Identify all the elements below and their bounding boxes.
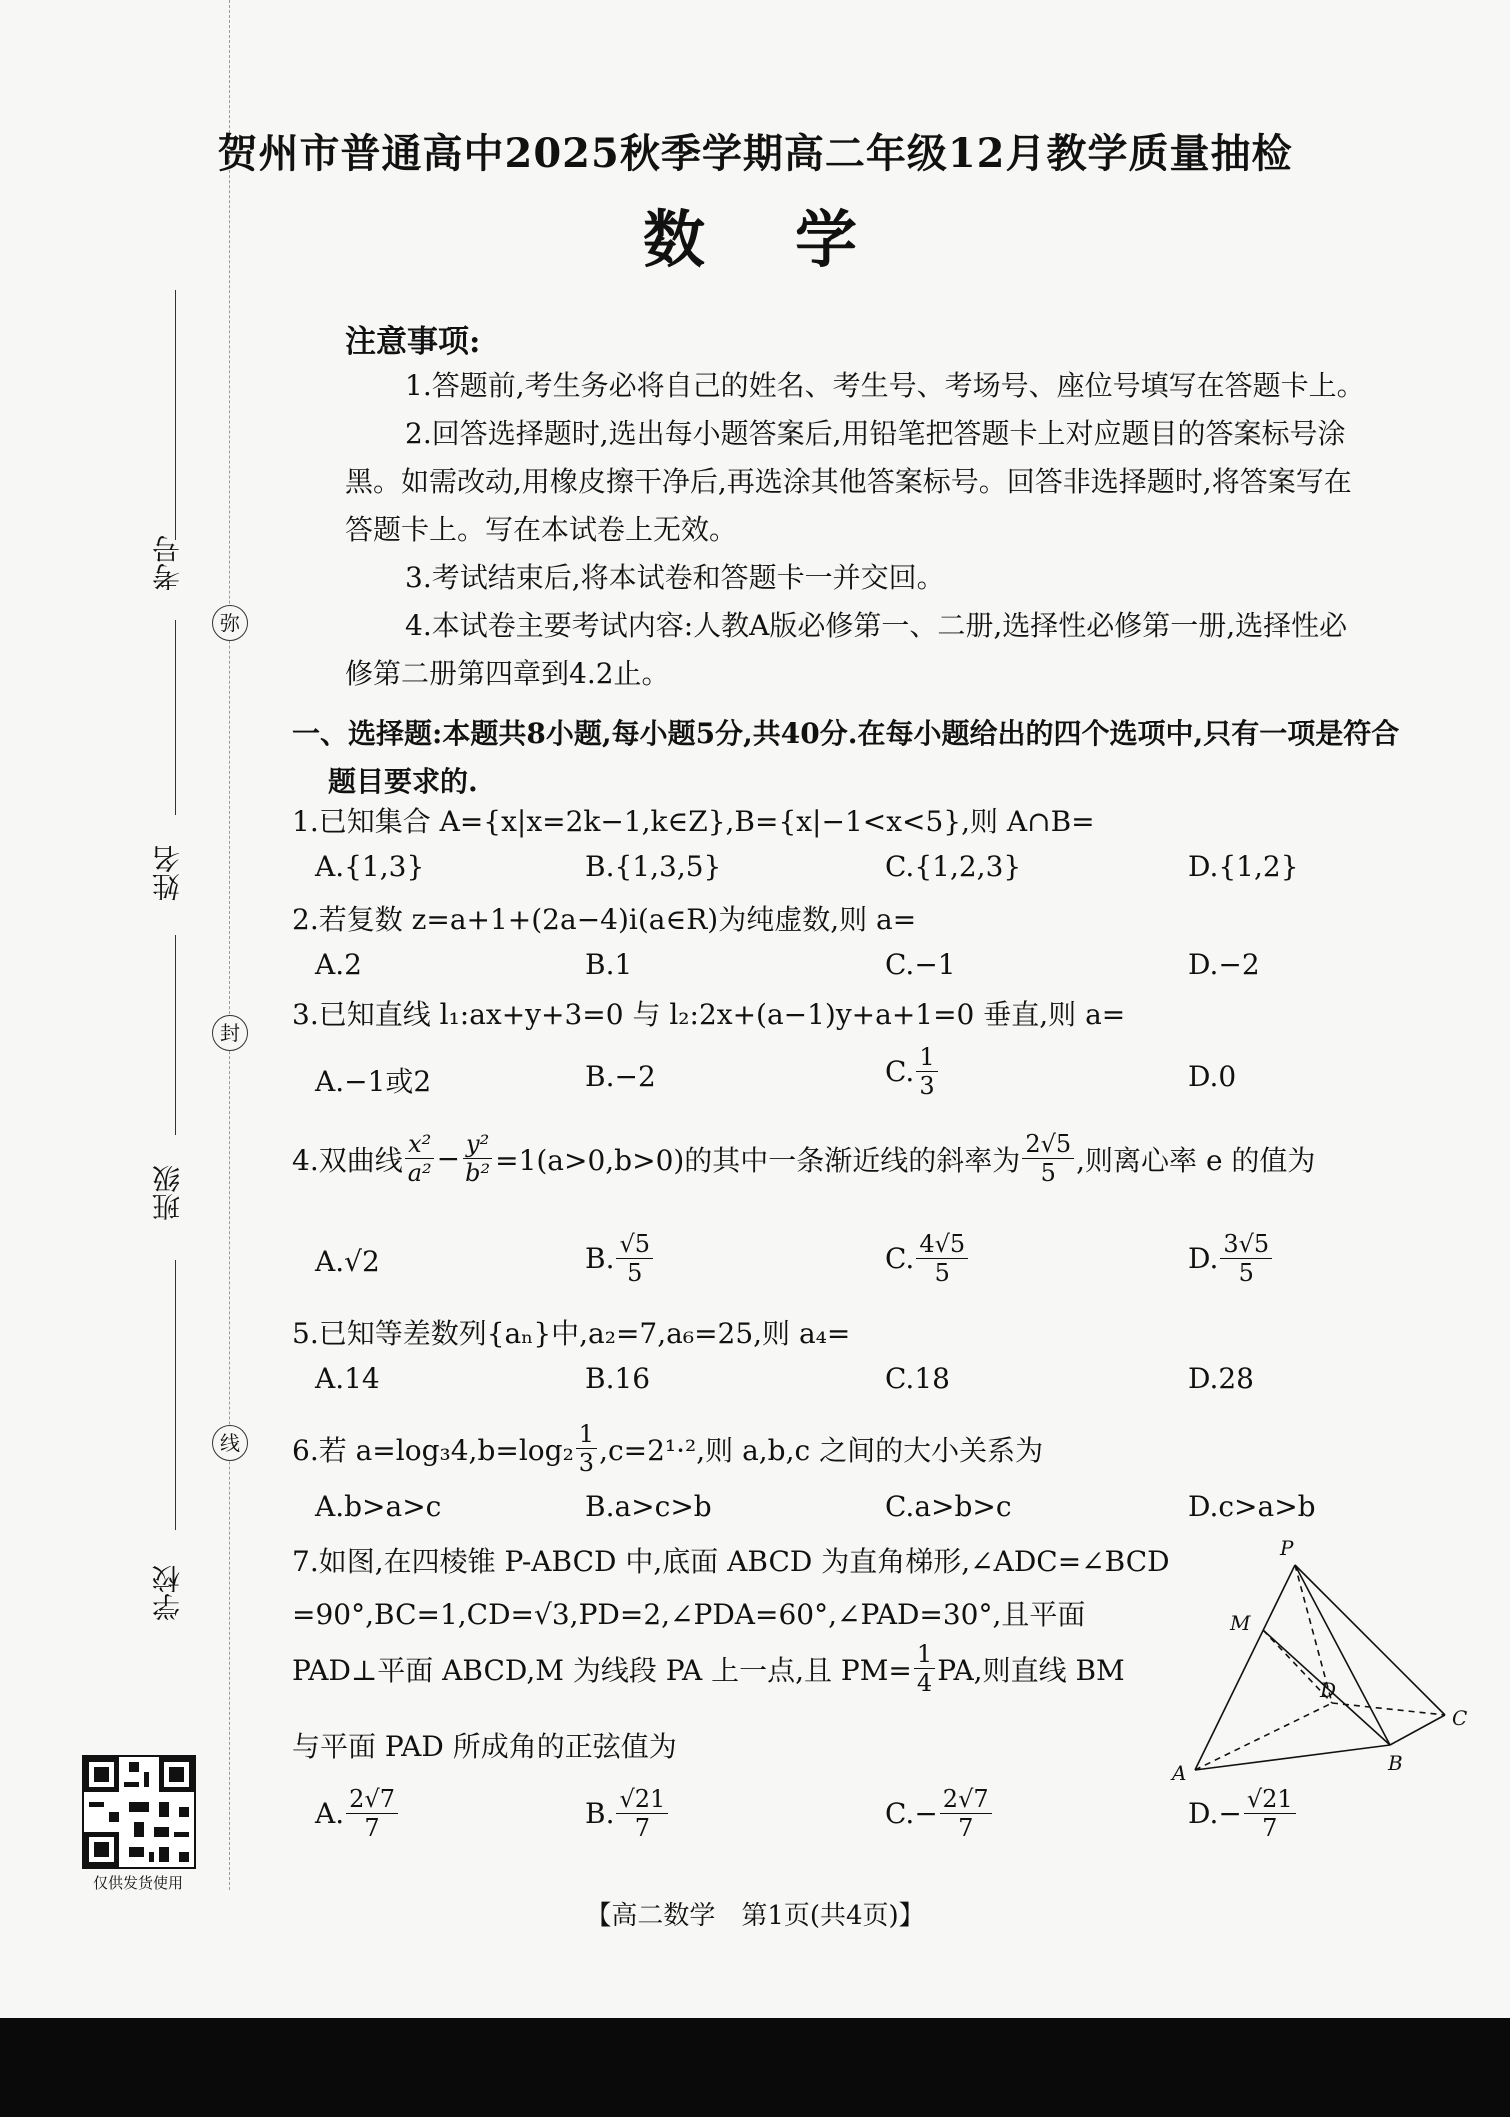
q4-y-num: y² <box>463 1130 492 1159</box>
q4-k-num: 2√5 <box>1022 1130 1074 1159</box>
edge-DC <box>1332 1703 1445 1715</box>
class-line <box>175 935 176 1135</box>
q4-option-c <box>885 1230 970 1287</box>
name-line <box>175 620 176 815</box>
question-4-stem <box>292 1130 1315 1187</box>
q6-option-c: C.a>b>c <box>885 1490 1012 1523</box>
q3-option-c-label: C. <box>885 1055 915 1088</box>
q7-line3a: PAD⊥平面 ABCD,M 为线段 PA 上一点,且 PM= <box>292 1653 912 1687</box>
edge-AB <box>1195 1745 1390 1770</box>
q3-c-den: 3 <box>919 1072 935 1100</box>
label-M: M <box>1230 1611 1251 1635</box>
q7-option-d-label: D.− <box>1188 1797 1242 1830</box>
section-1-heading-line1: 一、选择题:本题共8小题,每小题5分,共40分.在每小题给出的四个选项中,只有一项是符合 <box>292 717 1400 750</box>
q4-option-c-frac <box>916 1230 968 1287</box>
q7-option-a-label: A. <box>315 1797 345 1830</box>
q4-frac-y <box>462 1130 493 1187</box>
edge-PA <box>1195 1565 1295 1770</box>
q7-d-num: √21 <box>1244 1785 1296 1814</box>
q4-x-den: a² <box>407 1159 432 1187</box>
section-1-heading <box>292 710 1492 806</box>
q7-frac-num: 1 <box>914 1640 935 1669</box>
q3-option-c <box>885 1043 940 1100</box>
q4-option-b-label: B. <box>585 1242 615 1275</box>
question-7-line2: =90°,BC=1,CD=√3,PD=2,∠PDA=60°,∠PAD=30°,且平面 <box>292 1598 1086 1631</box>
pyramid-figure <box>1160 1535 1480 1785</box>
label-exam-number: 考号 <box>151 535 184 591</box>
q7-option-b-label: B. <box>585 1797 615 1830</box>
qr-code <box>82 1755 196 1869</box>
q6-frac <box>576 1420 597 1477</box>
q7-option-d <box>1188 1785 1298 1842</box>
notice-item-4-cont: 修第二册第四章到4.2止。 <box>345 657 670 690</box>
exam-title: 贺州市普通高中2025秋季学期高二年级12月教学质量抽检 <box>217 130 1293 177</box>
q7-option-b <box>585 1785 670 1842</box>
q3-option-d: D.0 <box>1188 1060 1237 1093</box>
q4-stem-c: ,则离心率 e 的值为 <box>1076 1143 1316 1177</box>
question-7-line1: 7.如图,在四棱锥 P-ABCD 中,底面 ABCD 为直角梯形,∠ADC=∠BCD <box>292 1545 1170 1578</box>
q7-option-c-frac <box>940 1785 992 1842</box>
q1-option-a: A.{1,3} <box>315 850 425 883</box>
scan-bottom-bar <box>0 2018 1510 2117</box>
label-A: A <box>1172 1761 1187 1785</box>
q4-x-num: x² <box>405 1130 434 1159</box>
question-6-stem <box>292 1420 1043 1477</box>
q7-option-c-label: C.− <box>885 1797 938 1830</box>
q4-b-den: 5 <box>627 1259 643 1287</box>
q5-option-a: A.14 <box>315 1362 380 1395</box>
school-line <box>175 1260 176 1530</box>
seal-mi: 弥 <box>212 605 248 641</box>
q7-d-den: 7 <box>1262 1814 1278 1842</box>
q7-a-den: 7 <box>364 1814 380 1842</box>
question-2-stem: 2.若复数 z=a+1+(2a−4)i(a∈R)为纯虚数,则 a= <box>292 903 917 936</box>
q2-option-b: B.1 <box>585 948 633 981</box>
subject-title: 数学 <box>642 203 947 276</box>
q7-b-num: √21 <box>616 1785 668 1814</box>
q7-a-num: 2√7 <box>346 1785 398 1814</box>
question-1-stem: 1.已知集合 A={x|x=2k−1,k∈Z},B={x|−1<x<5},则 A∩B= <box>292 805 1095 838</box>
q7-frac <box>914 1640 935 1697</box>
label-name: 姓名 <box>151 845 184 901</box>
q7-b-den: 7 <box>634 1814 651 1842</box>
q4-stem-a: 4.双曲线 <box>292 1143 403 1177</box>
q2-option-c: C.−1 <box>885 948 956 981</box>
q7-frac-den: 4 <box>916 1669 933 1697</box>
q3-option-b: B.−2 <box>585 1060 656 1093</box>
q4-option-d-label: D. <box>1188 1242 1219 1275</box>
q4-option-c-label: C. <box>885 1242 915 1275</box>
q6-option-b: B.a>c>b <box>585 1490 712 1523</box>
q3-option-c-fraction <box>916 1043 937 1100</box>
notice-item-4: 4.本试卷主要考试内容:人教A版必修第一、二册,选择性必修第一册,选择性必 <box>405 609 1348 642</box>
q6-option-d: D.c>a>b <box>1188 1490 1316 1523</box>
q4-option-b-frac <box>616 1230 653 1287</box>
question-3-stem: 3.已知直线 l₁:ax+y+3=0 与 l₂:2x+(a−1)y+a+1=0 垂直,则 a= <box>292 998 1126 1031</box>
notice-heading: 注意事项: <box>345 324 481 360</box>
q4-frac-slope <box>1022 1130 1074 1187</box>
label-D: D <box>1320 1678 1337 1702</box>
q4-c-den: 5 <box>934 1259 950 1287</box>
q5-option-b: B.16 <box>585 1362 651 1395</box>
q3-c-num: 1 <box>916 1043 937 1072</box>
q6-stem-a: 6.若 a=log₃4,b=log₂ <box>292 1433 574 1467</box>
q1-option-d: D.{1,2} <box>1188 850 1299 883</box>
label-class: 班级 <box>151 1165 184 1221</box>
q4-k-den: 5 <box>1040 1159 1056 1187</box>
q4-y-den: b² <box>465 1159 491 1187</box>
q5-option-c: C.18 <box>885 1362 950 1395</box>
q7-option-d-frac <box>1244 1785 1296 1842</box>
q1-option-c: C.{1,2,3} <box>885 850 1022 883</box>
q7-option-b-frac <box>616 1785 668 1842</box>
label-C: C <box>1452 1706 1468 1730</box>
page-footer: 【高二数学 第1页(共4页)】 <box>585 1901 925 1931</box>
q4-d-den: 5 <box>1238 1259 1254 1287</box>
seal-feng: 封 <box>212 1015 248 1051</box>
q4-b-num: √5 <box>616 1230 653 1259</box>
q7-option-c <box>885 1785 994 1842</box>
label-P: P <box>1280 1536 1294 1560</box>
q7-option-a-frac <box>346 1785 398 1842</box>
q7-c-den: 7 <box>958 1814 974 1842</box>
q4-option-d-frac <box>1220 1230 1272 1287</box>
notice-item-1: 1.答题前,考生务必将自己的姓名、考生号、考场号、座位号填写在答题卡上。 <box>405 369 1365 402</box>
q4-option-b <box>585 1230 655 1287</box>
q4-d-num: 3√5 <box>1220 1230 1272 1259</box>
q4-minus: − <box>436 1142 461 1175</box>
question-7-line4: 与平面 PAD 所成角的正弦值为 <box>292 1730 677 1763</box>
qr-label: 仅供发货使用 <box>92 1874 183 1892</box>
notice-item-2-cont2: 答题卡上。写在本试卷上无效。 <box>345 513 738 546</box>
q4-option-d <box>1188 1230 1274 1287</box>
q6-option-a: A.b>a>c <box>315 1490 442 1523</box>
edge-PC <box>1295 1565 1445 1715</box>
q6-f-num: 1 <box>576 1420 597 1449</box>
q6-stem-b: ,c=2¹·²,则 a,b,c 之间的大小关系为 <box>599 1433 1044 1467</box>
edge-PB <box>1295 1565 1390 1745</box>
q4-c-num: 4√5 <box>916 1230 968 1259</box>
notice-item-3: 3.考试结束后,将本试卷和答题卡一并交回。 <box>405 561 945 594</box>
exam-number-line <box>175 290 176 540</box>
edge-AD <box>1195 1703 1332 1770</box>
q6-f-den: 3 <box>578 1449 595 1477</box>
binding-dashed-line <box>229 0 230 1890</box>
seal-xian: 线 <box>212 1425 248 1461</box>
question-5-stem: 5.已知等差数列{aₙ}中,a₂=7,a₆=25,则 a₄= <box>292 1317 851 1350</box>
q7-line3b: PA,则直线 BM <box>937 1653 1125 1687</box>
edge-BC <box>1390 1715 1445 1745</box>
q4-stem-b: =1(a>0,b>0)的其中一条渐近线的斜率为 <box>495 1143 1021 1177</box>
q4-frac-x <box>405 1130 435 1187</box>
q4-option-a: A.√2 <box>315 1245 380 1278</box>
q2-option-a: A.2 <box>315 948 362 981</box>
label-B: B <box>1388 1751 1403 1775</box>
q5-option-d: D.28 <box>1188 1362 1254 1395</box>
question-7-line3 <box>292 1640 1125 1697</box>
q1-option-b: B.{1,3,5} <box>585 850 722 883</box>
q7-c-num: 2√7 <box>940 1785 992 1814</box>
notice-item-2-cont: 黑。如需改动,用橡皮擦干净后,再选涂其他答案标号。回答非选择题时,将答案写在 <box>345 465 1352 498</box>
section-1-heading-line2: 题目要求的. <box>328 765 478 798</box>
q7-option-a <box>315 1785 400 1842</box>
notice-item-2: 2.回答选择题时,选出每小题答案后,用铅笔把答题卡上对应题目的答案标号涂 <box>405 417 1346 450</box>
label-school: 学校 <box>151 1565 184 1621</box>
q3-option-a: A.−1或2 <box>315 1065 432 1098</box>
q2-option-d: D.−2 <box>1188 948 1260 981</box>
